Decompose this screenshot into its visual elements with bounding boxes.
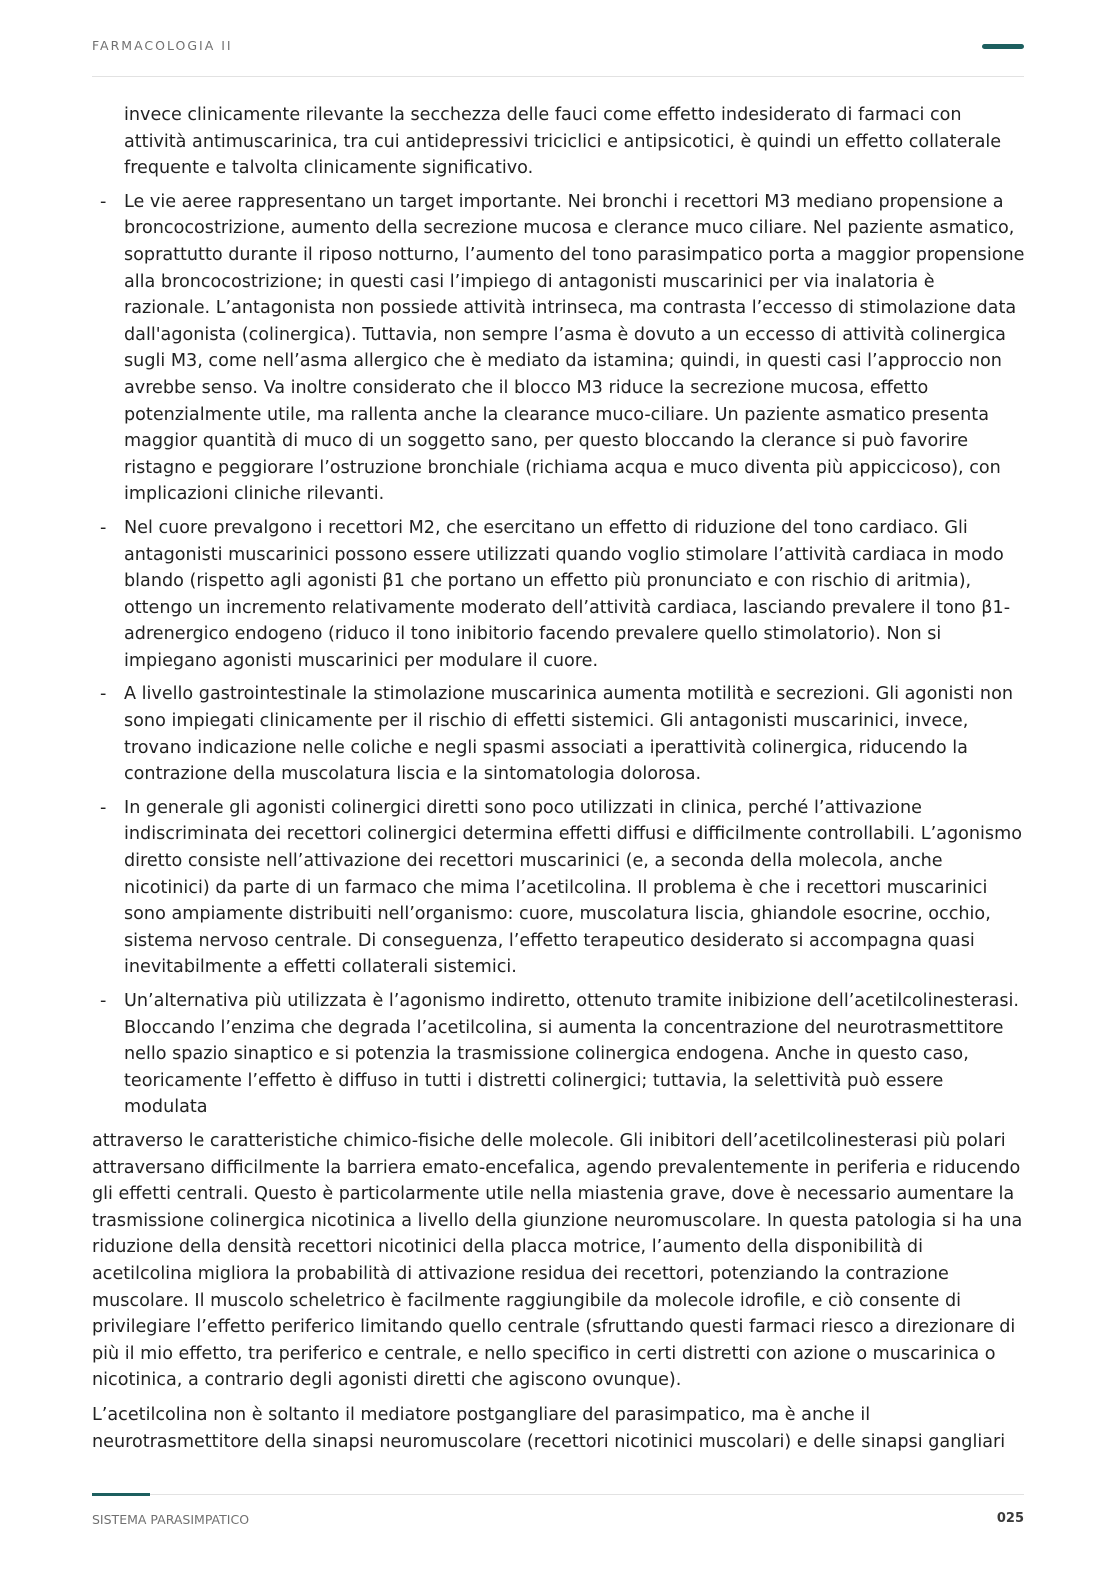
header-title: FARMACOLOGIA II xyxy=(92,38,233,53)
footer-accent-bar xyxy=(92,1493,150,1496)
page-number: 025 xyxy=(996,1511,1024,1526)
footer-section-title: SISTEMA PARASIMPATICO xyxy=(92,1512,250,1527)
body-paragraph: L’acetilcolina non è soltanto il mediatore postgangliare del parasimpatico, ma è anche il neurotrasmettitore della sinapsi neuromuscolare (recettori nicotinici muscolari) e delle sinapsi gangliari xyxy=(92,1404,1006,1452)
continuation-paragraph: invece clinicamente rilevante la secchezza delle fauci come effetto indesiderato di farmaci con attività antimuscarinica, tra cui antidepressivi triciclici e antipsicotici, è quindi un effetto collaterale frequente e talvolta clinicamente significativo. xyxy=(124,105,1002,179)
bullet-item-airways: - Le vie aeree rappresentano un target importante. Nei bronchi i recettori M3 mediano propensione a broncocostrizione, aumento della secrezione mucosa e clerance muco ciliare. Nel paziente asmatico, soprattutto durante il riposo notturno, l’aumento del tono parasimpatico porta a maggior propensione alla broncocostrizione; in questi casi l’impiego di antagonisti muscarinici per via inalatoria è razionale. L’antagonista non possiede attività intrinseca, ma contrasta l’eccesso di stimolazione data dall'agonista (colinergica). Tuttavia, non sempre l’asma è dovuto a un eccesso di attività colinergica sugli M3, come nell’asma allergico che è mediato da istamina; quindi, in questi casi l’approccio non avrebbe senso. Va inoltre considerato che il blocco M3 riduce la secrezione mucosa, effetto potenzialmente utile, ma rallenta anche la clearance muco-ciliare. Un paziente asmatico presenta maggior quantità di muco di un soggetto sano, per questo bloccando la clerance si può favorire ristagno e peggiorare l’ostruzione bronchiale (richiama acqua e muco diventa più appiccicoso), con implicazioni cliniche rilevanti. xyxy=(92,189,1026,508)
bullet-list xyxy=(92,189,1026,1121)
bullet-item-gastrointestinal: - A livello gastrointestinale la stimolazione muscarinica aumenta motilità e secrezioni. Gli agonisti non sono impiegati clinicamente per il rischio di effetti sistemici. Gli antagonisti muscarinici, invece, trovano indicazione nelle coliche e negli spasmi associati a iperattività colinergica, riducendo la contrazione della muscolatura liscia e la sintomatologia dolorosa. xyxy=(92,681,1026,787)
bullet-item-heart: - Nel cuore prevalgono i recettori M2, che esercitano un effetto di riduzione del tono cardiaco. Gli antagonisti muscarinici possono essere utilizzati quando voglio stimolare l’attività cardiaca in modo blando (rispetto agli agonisti β1 che portano un effetto più pronunciato e con rischio di aritmia), ottengo un incremento relativamente moderato dell’attività cardiaca, lasciando prevalere il tono β1-adrenergico endogeno (riduco il tono inibitorio facendo prevalere quello stimolatorio). Non si impiegano agonisti muscarinici per modulare il cuore. xyxy=(92,515,1026,675)
bullet-item-indirect-agonism: - Un’alternativa più utilizzata è l’agonismo indiretto, ottenuto tramite inibizione dell’acetilcolinesterasi. Bloccando l’enzima che degrada l’acetilcolina, si aumenta la concentrazione del neurotrasmettitore nello spazio sinaptico e si potenzia la trasmissione colinergica endogena. Anche in questo caso, teoricamente l’effetto è diffuso in tutti i distretti colinergici; tuttavia, la selettività può essere modulata xyxy=(92,988,1026,1121)
page-content xyxy=(92,102,1026,1455)
page-header xyxy=(92,36,1024,77)
bullet-item-direct-agonists: - In generale gli agonisti colinergici diretti sono poco utilizzati in clinica, perché l’attivazione indiscriminata dei recettori colinergici determina effetti diffusi e difficilmente controllabili. L’agonismo diretto consiste nell’attivazione dei recettori muscarinici (e, a seconda della molecola, anche nicotinici) da parte di un farmaco che mima l’acetilcolina. Il problema è che i recettori muscarinici sono ampiamente distribuiti nell’organismo: cuore, muscolatura liscia, ghiandole esocrine, occhio, sistema nervoso centrale. Di conseguenza, l’effetto terapeutico desiderato si accompagna quasi inevitabilmente a effetti collaterali sistemici. xyxy=(92,795,1026,981)
header-accent-bar xyxy=(982,44,1024,49)
body-paragraph: attraverso le caratteristiche chimico-fisiche delle molecole. Gli inibitori dell’acetilcolinesterasi più polari attraversano difficilmente la barriera emato-encefalica, agendo prevalentemente in periferia e riducendo gli effetti centrali. Questo è particolarmente utile nella miastenia grave, dove è necessario aumentare la trasmissione colinergica nicotinica a livello della giunzione neuromuscolare. In questa patologia si ha una riduzione della densità recettori nicotinici della placca motrice, l’aumento della disponibilità di acetilcolina migliora la probabilità di attivazione residua dei recettori, potenziando la contrazione muscolare. Il muscolo scheletrico è facilmente raggiungibile da molecole idrofile, e ciò consente di privilegiare l’effetto periferico limitando quello centrale (sfruttando questi farmaci riesco a direzionare di più il mio effetto, tra periferico e centrale, e nello specifico in certi distretti con azione o muscarinica o nicotinica, a contrario degli agonisti diretti che agiscono ovunque). xyxy=(92,1130,1023,1391)
page-footer xyxy=(92,1494,1024,1535)
